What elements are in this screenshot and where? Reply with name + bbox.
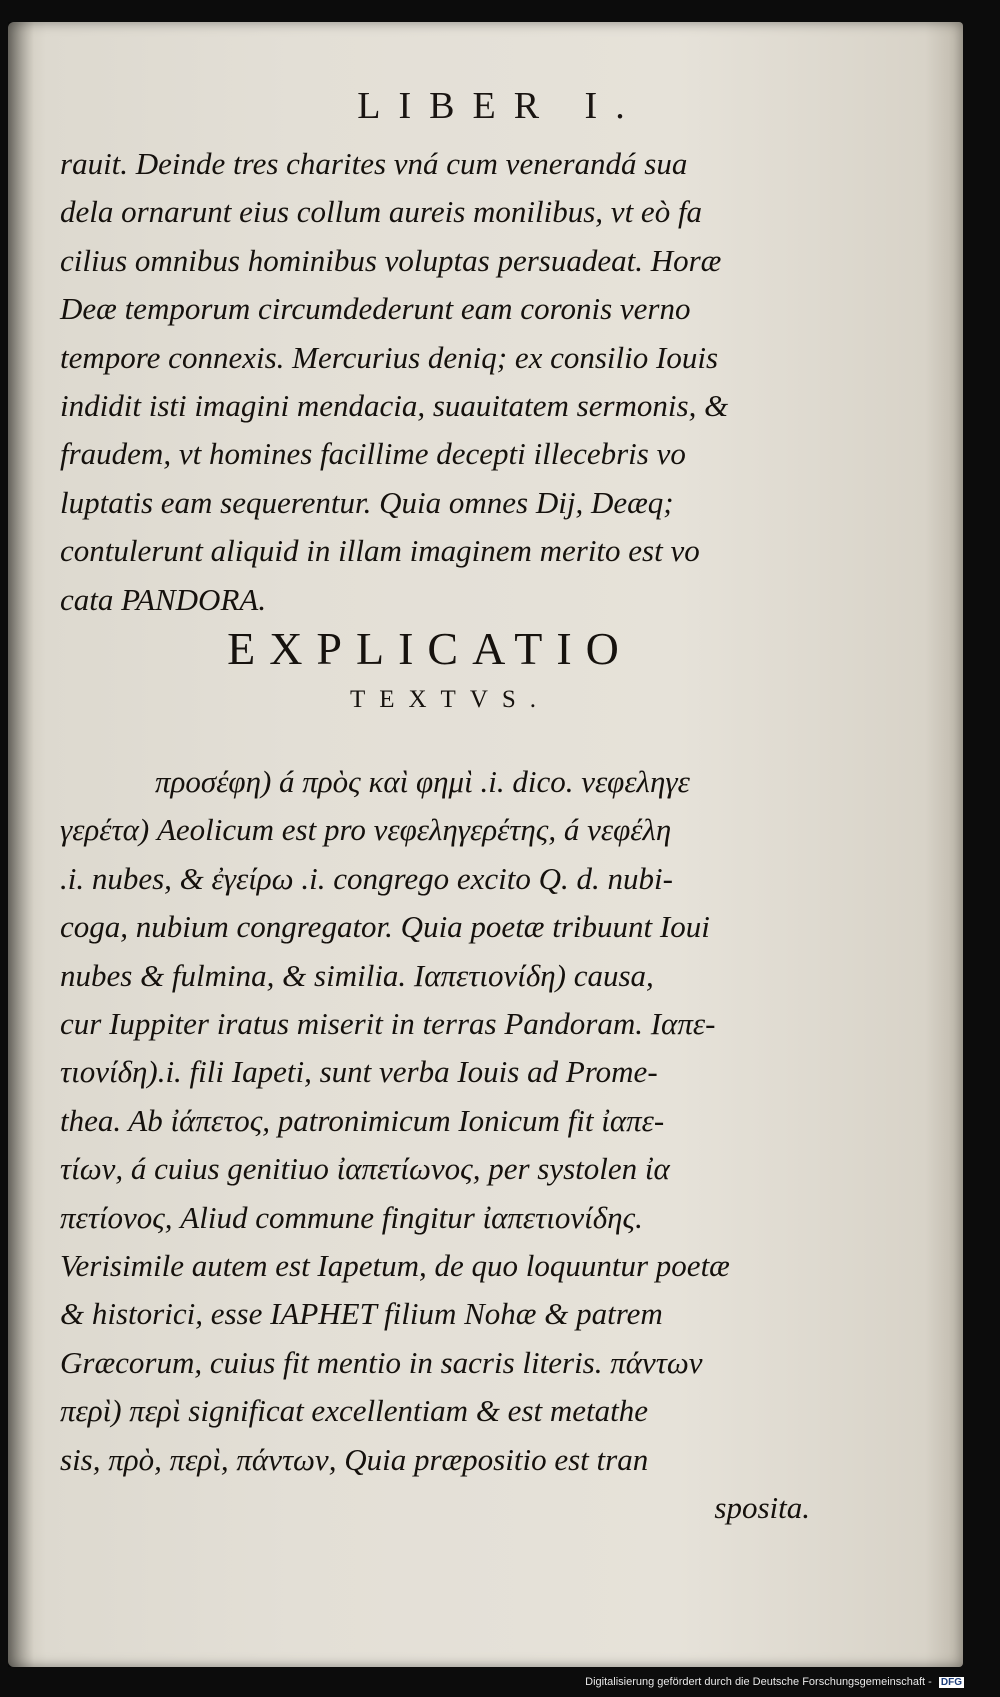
text-line: thea. Ab ἰάπετος, patronimicum Ionicum fit ἰαπε- <box>60 1102 665 1138</box>
paragraph-1 <box>60 140 820 624</box>
text-line: dela ornarunt eius collum aureis monilibus, vt eò fa <box>60 194 703 230</box>
section-title: EXPLICATIO <box>227 623 633 674</box>
text-line: πετίονος, Aliud commune fingitur ἰαπετιονίδης. <box>60 1199 643 1235</box>
text-line: luptatis eam sequerentur. Quia omnes Dij, Deæq; <box>60 484 674 520</box>
text-line: Græcorum, cuius fit mentio in sacris literis. πάντων <box>60 1344 703 1380</box>
text-line: cur Iuppiter iratus miserit in terras Pandoram. Ιαπε- <box>60 1006 716 1042</box>
text-line: γερέτα) Aeolicum est pro νεφεληγερέτης, á νεφέλη <box>60 812 672 848</box>
text-line: τίων, á cuius genitiuo ἰαπετίωνος, per systolen ἰα <box>60 1151 670 1187</box>
text-line: cata PANDORA. <box>60 581 267 617</box>
text-line: sis, πρὸ, περὶ, πάντων, Quia præpositio est tran <box>60 1441 649 1477</box>
text-line: περὶ) περὶ significat excellentiam & est metathe <box>60 1393 649 1429</box>
text-line: Deæ temporum circumdederunt eam coronis verno <box>60 291 691 327</box>
paragraph-2 <box>60 758 820 1533</box>
dfg-logo: DFG <box>940 1677 962 1688</box>
text-line: rauit. Deinde tres charites vná cum venerandá sua <box>60 146 688 181</box>
credit-text: Digitalisierung gefördert durch die Deutsche Forschungsgemeinschaft - <box>585 1676 932 1688</box>
page-spine-shadow <box>8 22 34 1667</box>
text-line: contulerunt aliquid in illam imaginem merito est vo <box>60 533 700 569</box>
text-line: .i. nubes, & ἐγείρω .i. congrego excito Q. d. nubi- <box>60 860 673 896</box>
text-line: sposita. <box>714 1490 810 1526</box>
running-header: LIBER I. <box>357 85 643 127</box>
text-line: προσέφη) á πρὸς καὶ φημὶ .i. dico. νεφεληγε <box>155 764 690 799</box>
text-line: fraudem, vt homines facillime decepti illecebris vo <box>60 436 686 472</box>
text-line: Verisimile autem est Iapetum, de quo loquuntur poetæ <box>60 1248 730 1284</box>
text-line: indidit isti imagini mendacia, suauitatem sermonis, & <box>60 388 729 424</box>
text-line: cilius omnibus hominibus voluptas persuadeat. Horæ <box>60 242 722 278</box>
section-subtitle: TEXTVS. <box>349 686 551 713</box>
digitization-credit <box>585 1676 964 1688</box>
text-line: nubes & fulmina, & similia. Ιαπετιονίδη) causa, <box>60 957 654 993</box>
text-line: τιονίδη).i. fili Iapeti, sunt verba Iouis ad Prome- <box>60 1054 658 1090</box>
text-line: tempore connexis. Mercurius deniq; ex consilio Iouis <box>60 339 719 375</box>
text-line: coga, nubium congregator. Quia poetæ tribuunt Ioui <box>60 909 710 945</box>
text-line: & historici, esse IAPHET filium Nohæ & patrem <box>60 1296 663 1332</box>
